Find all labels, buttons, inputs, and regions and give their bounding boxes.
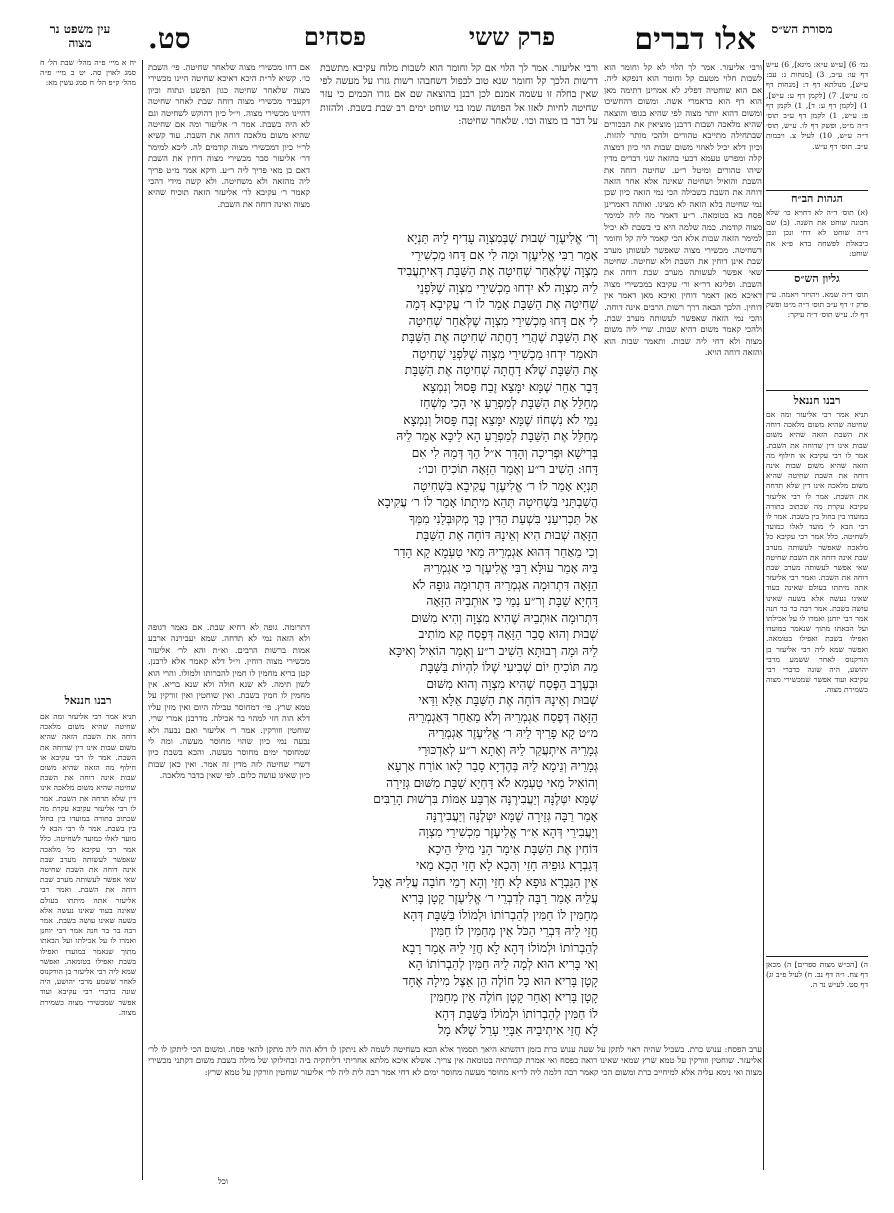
- gemara-line: וּבְעֶרֶב הַפֶּסַח שֶׁהִיא מִצְוָה וְהוּא מִשּׁוּם: [426, 676, 598, 691]
- gemara-line: אֶת הַשַּׁבָּת שֶׁהֲרֵי דָחֲתָה שְׁחִיטָה אֶת הַשַּׁבָּת: [401, 330, 598, 344]
- rabbeinu-chananel-title: רבנו חננאל: [64, 694, 112, 707]
- gemara-line: תֹּאמַר יִדְחוּ מַכְשִׁירֵי מִצְוָה שֶׁלִּפְנֵי שְׁחִיטָה: [412, 346, 598, 361]
- rashi-commentary: ורבי אליעזר. אמר לך הלוי לא קל וחומר הוא לשבות חלוי מטעם קל וחומר הוא דנפקא ליה. אם הוא שוחטיה דפליג לא אמרינן דתימה מאן הוא דף הוא כדאמרי אשה. ומשום דהחשיכו ומשום דהוא יותר מצוה לפי שהיא בגופו והוצאה שהיא מלאכה ושבות דרבנן מוציאין את הבכורים שבתחילה מתייבא טהורים ולהכי מותר להזות. וכיון דלא יכיל לאוזוי משום שבות הוי כיון דמצוה קלה ומפרש טעמא דבעי בהזאה שני דברים מדין שיהו טהורים ומיטל ר״ע. שחיטה דוחה את השבת והואיל ושחיטה שאינה אלא אחר הזאה דוחה את השבת בשבילה הכי נמי הזאה כיון שכן נמי שחיטה בלא הזאה לא מצינו. ואותה דאמרינן פסח בא בטומאה. ר״ע דאמר מה ליה למימר מצוה קודמת. כמה שלמה היא כי בשבת לא יכיל למימר הזאה שבות אלא הכי קאמר ליה קל וחומר דשחיטה. מכשירי מצוה שאפשר לעשותן מערב שבת אינן דוחין את השבת ולא שחיטה. שחיטה שאי אפשר לעשותה מערב שבת דוחה את השבת. ופליגא דר״א ור׳ עקיבא במכשירי מצוה דאיכא מאן דאמר דוחין ואיכא מאן דאמר אין דוחין. הלכך הבאה דרך רשות הרבים אינה דוחה. והכי נמי הזאה שאפשר לעשותה מערב שבת. ולהכי קאמר משום דהיא שבות. שרי ליה משום מצוה ולא דחי ליה שבות. ותאמר שבות הוא והזאה דוחה הויא.: [604, 62, 762, 358]
- gemara-line: בֵּיהּ אָמַר עוּלָּא רַבִּי אֱלִיעֶזֶר כִּי אַגְמְרֵיהּ: [423, 561, 598, 575]
- ein-mishpat: יח א מיי׳ פ״ה מהל׳ שבת הל׳ ח סמג לאוין סה. יט ב מיי׳ פ״ה מהל׳ ק״פ הל׳ ח סמג עשין מא:: [40, 58, 136, 88]
- hagahot-title: הגהות הב״ח: [791, 192, 843, 205]
- gemara-line: נַמֵי לֹא נִשְׁחוֹז שֶׁמָּא יִמָּצֵא זֶבַח פָּסוּל וְנִמְצָא: [403, 412, 598, 427]
- column-rule: [142, 60, 143, 1180]
- gemara-line: וְכִי מֵאַחַר דְּהוּא אַגְמְרֵיהּ מַאי טַעְמָא קָא הָדַר: [393, 544, 598, 559]
- gemara-line: לֵיהּ וּמָה רְבוּתָא הֵשִׁיב ר״ע וְאָמַר הוֹאִיל וְאִיכָּא: [388, 643, 598, 658]
- gemara-line: הַזָּאָה דִּתְרוּמָה אַגְמְרֵיהּ דִּתְרוּמָה גּוּפָהּ לֹא: [412, 577, 598, 592]
- gemara-line: לִי אִם דָּחוּ מַכְשִׁירֵי מִצְוָה שֶׁלְּאַחַר שְׁחִיטָה: [408, 313, 598, 328]
- gemara-text: [320, 230, 598, 1038]
- gemara-line: תַּנְיָא אָמַר לוֹ ר׳ אֱלִיעֶזֶר עֲקִיבָא בִּשְׁחִיטָה: [413, 478, 598, 493]
- gemara-line: הֲשַׁבְתַּנִי בִּשְׁחִיטָה תְּהֵא מִיתָתוֹ אָמַר לוֹ ר׳ עֲקִיבָא: [377, 495, 598, 509]
- gemara-line: גְּמָרֵיהּ וְנֵימָא לֵיהּ בְּהֶדְיָא סָבַר לָאו אוֹרַח אַרְעָא: [387, 759, 598, 773]
- daf-number: סט.: [148, 22, 191, 55]
- mesorat-hashas: גמ׳ 6) [ע״ש ע״א: מיגא], 6) ע״ש דף עו: ע״ב, 3) [מנחות נ: עב: ע״ש], מנולתא דף ד: [מנחות דף מ: ע״ש], 7) [לקמן דף ע: ע״ש], 1) [לקמן דף ע: ד], 1) לקמן דף פ: ע״ש, 1) לקמן דף ע״ב תוס׳ ד״ה מ״ט, ופשק דף לו. ע״ש, תוס׳ ד״ה ע״ש, 10) לעיל צ. ויבמות ע״ב. תוס׳ דף ע״ש.: [766, 60, 868, 151]
- gemara-line: עֲלֵיהּ אָמַר רַבָּה לְדִבְרֵי ר׳ אֱלִיעֶזֶר קָטָן בָּרִיא: [401, 891, 598, 905]
- gemara-line: שֶׁמָּא יִטְּלֶנָּה וְיַעֲבִירֶנָּה אַרְבַּע אַמּוֹת בִּרְשׁוּת הָרַבִּים: [373, 792, 598, 806]
- gemara-line: שְׁבוּת וְהוּא סָבַר הַזָּאָה דְּפֶסַח קָא מוֹתִיב: [418, 627, 598, 641]
- gemara-line: שְׁחִיטָה אֶת הַשַּׁבָּת אָמַר לוֹ ר׳ עֲקִיבָא דְּמָה: [405, 297, 598, 311]
- gemara-line: אָמַר רַבִּי אֱלִיעֶזֶר וּמָה לִי אִם דָּחוּ מַכְשִׁירֵי: [411, 247, 598, 262]
- gemara-line: וְהוֹאִיל מַאי טַעְמָא לֹא דָּחְיָא שַׁבָּת מִשּׁוּם גְּזֵירָה: [386, 775, 598, 790]
- gemara-line: בְּרִישָׁא וּפְרִיכָה וְהָדַר א״ל הַךְ דְּמֵהּ לִי אִם: [411, 445, 598, 460]
- gemara-line: חֲזֵי לֵיהּ דִּבְרֵי הַכֹּל אֵין מְחַמִּין לוֹ חַמִּין: [430, 924, 598, 938]
- rashi-top-center: ורבי אליעזר. אמר לך הלוי אם קל וחומר הוא לשבות מלוח עקיבא מתשבת דרשות הלכך קל וחומר שנא טוב לכפול דשחבהו רשות גזרו על מעשה לפי שאין בחלה זו עשמה אמנם לכן רבנן בהוצאה שם אם גזרו הכמים כי עזר שחיטה לחיות לאזו אל הפושה שמו בני שוחט ימים רב שבת בשבת. ולהזות על דבר בו מצוה וכו׳. שלאחר שחיטה:: [320, 63, 598, 127]
- gemara-line: לֵיהּ מִצְוָה לֹא יִדְחוּ מַכְשִׁירֵי מִצְוָה שֶׁלִּפְנֵי: [416, 280, 598, 295]
- gemara-line: אֶת הַשַּׁבָּת שֶׁלֹּא דָחֲתָה שְׁחִיטָה אֶת הַשַּׁבָּת: [404, 363, 598, 377]
- chapter-title: אלו דברים: [634, 22, 756, 57]
- continuation-word: וכל: [217, 1176, 228, 1186]
- column-rule: [763, 60, 764, 1170]
- gemara-line: דָּחוּ: הָשִׁיב ר״ע וְאָמַר הַזָּאָה תוֹכִיחַ וכו׳:: [417, 462, 598, 476]
- gemara-line: קָטָן בָּרִיא וְאַחַר קָטָן חוֹלֶה אֵין מְחַמִּין: [430, 990, 598, 1004]
- gemara-line: דָּבָר אַחֵר שֶׁמָּא יִמָּצֵא זֶבַח פָּסוּל וְנִמְצָא: [422, 379, 598, 394]
- rabbeinu-chananel-right: תניא אמר רבי אליעזר ומה אם שחיטה שהיא משום מלאכה דוחה את השבת הזאה שהיא משום שבות אינו דין שדוחה את השבת. אמר לו רבי עקיבא או חילוף מה הזאה שהיא משום שבות אינה דוחה את השבת שחיטה שהיא משום מלאכה אינו דין שלא תדחה את השבת. אמר לו רבי אליעזר עקיבא עקרת מה שכתוב בתורה במועדו בין בחול בין בשבת. אמר לו רבי הבא לי מועד לאלו כמועד לשחיטה. כלל אמר רבי עקיבא כל מלאכה שאפשר לעשותה מערב שבת אינה דוחה את השבת שחיטה שאי אפשר לעשותה מערב שבת דוחה את השבת. ואמר רבי אליעזר אתה מיתתו בעולם שאינה בעוד שאינו נעשה אלא בשעה שאינו עושה בשבת. אמר רבה בר בר חנה אמר רבי יוחנן ואמרו לו על אכילתו ועל הבאתו מתוך שנאמר במועדו ואפילו בשבת ואפילו בטומאה. ואפשר שמא ליה רבי אליעזר בן הורקנוס לאחר ששמע מרבי יהושע, היה שונה כדברי רבי עקיבא ועוד אפשר שמכשירי מצוה כשמירת מצוה.: [766, 410, 868, 695]
- gemara-line: הַזָּאָה דְּפֶסַח אַגְמְרֵיהּ וְלֹא מֵאַחַר דְּאַגְמְרֵיהּ: [408, 709, 598, 724]
- gemara-line: דָּחְיָא שַׁבָּת וְר״ע נַמֵי כִּי אוּתְבֵיהּ הַזָּאָה: [426, 594, 598, 608]
- gemara-line: מַה תּוֹכִיחַ יוֹם שְׁבִיעִי שֶׁלּוֹ לִהְיוֹת בַּשַּׁבָּת: [420, 660, 598, 674]
- tosafot-commentary-continued: דתרומה. גופה לא דחיא שבת. אם נאמר דגופה ולא הזאה נמי לא תדחה. שמא יעבירנה ארבע אמות ברשות הרבים. וא״ת והא לר׳ אליעזר מכשירי מצוה דוחין. וי״ל דלא קאמר אלא לרבנן. קטן בריא מחמין לו חמין להברותו ולמולו. והרי הוא לשון תימה. לא שנא חולה ולא שנא בריא. אין מחמין לו חמין בשבת. ואין שוחטין ואין זורקין על טמא שרץ. פי׳ דמחוסר טבילה היום ואין מזין עליו דלא הוה חזי למהוי בר אכילה. מדרבנן אמרי שרי. שוחטין וזורקין. אמר ר׳ אליעזר ואם נבעה ולא נבעה נמי כיון שהוי מחוסר מעשה. ומה לי שמחוסר ימים מחוסר מעשה. והכא בשבת כיון דשרי שחיטה לזה מדין זה אמר. ואין כאן שבות כיון שאינו עושה כלום. לפי שאין בדבר מלאכה.: [148, 622, 310, 781]
- gemara-line: אַל תַּכְרִיעֵנִי בִּשְׁעַת הַדִּין כָּךְ מְקוּבְּלַנִי מִמְּךָ: [409, 511, 598, 526]
- gemara-line: קָטָן בָּרִיא הוּא כָּל חוֹלֶה הֵן אֵצֶל מִילָה אֶחָד: [402, 973, 598, 988]
- divider: [766, 270, 868, 271]
- hagahot-habach: (א) תוס׳ ד״ה לא דחויא כו׳ שלא חבונה שוחט את השנה. (ב) שם ד״ה שוחט לא דחי ונכן ונכן ביבאלת לפשחה בדא פ״א את שוחט:: [766, 208, 868, 258]
- divider: [766, 190, 868, 191]
- gemara-line: הַזָּאָה שְׁבוּת הִיא וְאֵינָהּ דּוֹחָה אֶת הַשַּׁבָּת: [415, 528, 598, 542]
- gemara-line: מ״ט קָא פָרֵיךְ לֵיהּ ר׳ אֱלִיעֶזֶר אַגְמְרֵיהּ: [428, 726, 598, 740]
- divider: [766, 956, 868, 957]
- gemara-line: אֵין הַגַּבְרָא גּוּפָא לָא חָזֵי וְהָא רְמֵי חוֹבָה עֲלֵיהּ אֲבָל: [372, 874, 598, 889]
- gilyon-hashas: תוס׳ ד״ה שמא. ויהויזר ויאמה. עיין פרק ז׳ דף ע״ב תוס׳ ד״ה מ״ט ופשק דף לו. ע״ש תוס׳ ד״ה עיקר:: [766, 290, 868, 320]
- mesorat-header: מסורת הש״ס: [771, 22, 833, 36]
- gemara-line: מְחַמִּין לוֹ חַמִּין לְהַבְרוֹתוֹ וּלְמוֹלוֹ בַּשַּׁבָּת דְּהָא: [403, 907, 598, 922]
- gemara-line: וְאִי בָּרִיא הוּא לְמָה לֵיהּ חַמִּין לְהַבְרוֹתוֹ הָא: [408, 957, 598, 971]
- gemara-line: מְחַלֵּל אֶת הַשַּׁבָּת לְמַפְרֵעַ הָא לֵיכָּא אָמַר לֵיהּ: [396, 429, 598, 443]
- gemara-line: וְר׳ אֱלִיעֶזֶר שְׁבוּת שֶׁבְּמִצְוָה עָדִיף לֵיהּ תַּנְיָא: [406, 231, 598, 245]
- perek-label: פרק ששי: [468, 22, 556, 51]
- gemara-line: וְיַעֲבִירֵי דְּהָא אִ״ר אֱלִיעֶזֶר מַכְשִׁירֵי מִצְוָה: [418, 825, 598, 839]
- gemara-line: לָא חֲזֵי אִיתְיבֵיהּ אַבָּיֵי עָרֵל שֶׁלֹּא מָל: [437, 1023, 598, 1037]
- gemara-line: דְּגַבְרָא גּוּפֵיהּ חָזֵי וְהֵכָא לָא חָזֵי הָכָא מַאי: [416, 858, 598, 872]
- gemara-line: מִצְוָה שֶׁלְּאַחַר שְׁחִיטָה אֶת הַשַּׁבָּת דְּאִיתְעֲבִיד: [397, 264, 598, 278]
- ein-mishpat-header: עין משפט נר מצוה: [49, 22, 111, 50]
- gemara-line: מְחַלֵּל אֶת הַשַּׁבָּת לְמַפְרֵעַ אִי הָכִי מַשְׁחַז: [419, 396, 598, 410]
- gemara-line: דּוֹחִין אֶת הַשַּׁבָּת אֵימָר הָנֵי מִילֵּי הֵיכָא: [427, 841, 598, 856]
- gemara-line: לְהַבְרוֹתוֹ וּלְמוֹלוֹ דְּהָא לָא חֲזֵי לֵיהּ אָמַר רָבָא: [402, 940, 598, 955]
- gemara-line: לוֹ חַמִּין לְהַבְרוֹתוֹ וּלְמוֹלוֹ בַּשַּׁבָּת דְּהָא: [434, 1006, 598, 1021]
- gemara-line: דִּתְרוּמָה אוּתְבֵיהּ שֶׁהִיא מִצְוָה וְהִיא מִשּׁוּם: [410, 610, 598, 625]
- tosafot-commentary: אם דחו מכשירי מצוה שלאחר שחיטה. פי׳ השבת כו׳. קשיא לר״ת היכא דאיכא שחיטה היינו מכשירי מצוה שלאחר שחיטה כגון הפשט ונתוח וכיון דקעביד מכשירי מצוה דוחה שבת לאחר שחיטה דהיינו מכשירי מצוה. וי״ל כיון דהוקש לשחיטה וגם לא היה בשבת. אמר ר׳ אליעזר ומה אם שחיטה שהיא משום מלאכה דוחה את השבת. עוד קשיא לר״י כיון דמכשירי מצוה קודמים לה. ליכא למימר דר׳ אליעזר סבר מכשירי מצוה דוחין את השבת דאם כן מאי פריך ליה ר״ע. ודקא אמר מ״ט פריך ליה מהזאה ולא משחיטה. ולא קשה מידי דהכי קאמר ר׳ עקיבא לר׳ אליעזר הזאה תוכיח שהיא מצוה ואינה דוחה את השבת.: [148, 62, 310, 209]
- rabbeinu-chananel-left: תניא אמר רבי אליעזר ומה אם שחיטה שהיא משום מלאכה דוחה את השבת הזאה שהיא משום שבות אינו דין שדוחה את השבת. אמר לו רבי עקיבא או חילוף מה הזאה שהיא משום שבות אינה דוחה את השבת שחיטה שהיא משום מלאכה אינו דין שלא תדחה את השבת. אמר לו רבי אליעזר עקיבא עקרת מה שכתוב בתורה במועדו בין בחול בין בשבת. אמר לו רבי הבא לי מועד לאלו כמועד לשחיטה. כלל אמר רבי עקיבא כל מלאכה שאפשר לעשותה מערב שבת אינה דוחה את השבת שחיטה שאי אפשר לעשותה מערב שבת דוחה את השבת. ואמר רבי אליעזר אתה מיתתו בעולם שאינה בעוד שאינו נעשה אלא בשעה שאינו עושה בשבת. אמר רבה בר בר חנה אמר רבי יוחנן ואמרו לו על אכילתו ועל הבאתו מתוך שנאמר במועדו ואפילו בשבת ואפילו בטומאה. ואפשר שמא ליה רבי אליעזר בן הורקנוס לאחר ששמע מרבי יהושע, היה שונה כדברי רבי עקיבא ועוד אפשר שמכשירי מצוה כשמירת מצוה.: [40, 712, 136, 1017]
- gemara-line: אָמַר רַבָּה גְּזֵירָה שֶׁמָּא יִטְּלֶנָּה וְיַעֲבִירֶנָּה: [425, 808, 598, 823]
- gemara-line: שְׁבוּת וְאֵינָהּ דּוֹחָה אֶת הַשַּׁבָּת אֵלָּא וַדַּאי: [418, 693, 598, 707]
- gilyon-title: גליון הש״ס: [794, 272, 840, 285]
- tractate-name: פסחים: [303, 22, 367, 51]
- gemara-line: גְּמָרֵיהּ אִיתְעֲקַר לֵיהּ וְאָתָא ר״ע לְאַדְכּוּרֵי: [418, 742, 598, 757]
- rabbeinu-chananel-title: רבנו חננאל: [793, 394, 841, 407]
- bottom-commentary: ערב הפסח: ענוש כרת. בשביל שהיה ראוי לתקן על שעה ענוש כרת בזמן דהשתא היאך תסמוך אלא הכא בשחיטה לשמה לא ניתקן לו דלא הוה ליה מתקן להאי פסח. ומשום הכי ליתקן לו לר׳ אליעזר. שוחטין וזורקין על טמא שרץ שמאי שאינו רואה בפסח ואי אמרת קבורתיה בטומאה אין צריך. אשלא איכא מלתא אחריתי דליחקיה ביה ובחילוקו של מילה בשבת משום דקתני מכשירי מצוה ואי נימא עליה אלא למיחייב כרת ומשום הכי קאמר רבה דלמה ליה לר״א מחוסר מעשה מחוסר ימים לא דחי אמר רבה לית ליה לר׳ אליעזר שוחטין וזורקין על טמא שרץ:: [148, 1044, 762, 1077]
- divider: [766, 390, 868, 391]
- footnote-right: ה) [הכ״ש מצות ספרים] ה) מכאן דף צח. ו״ה דף נב. ח) לעיל פ״ב וג) דף סט. לע״ש נד ה.: [766, 960, 868, 990]
